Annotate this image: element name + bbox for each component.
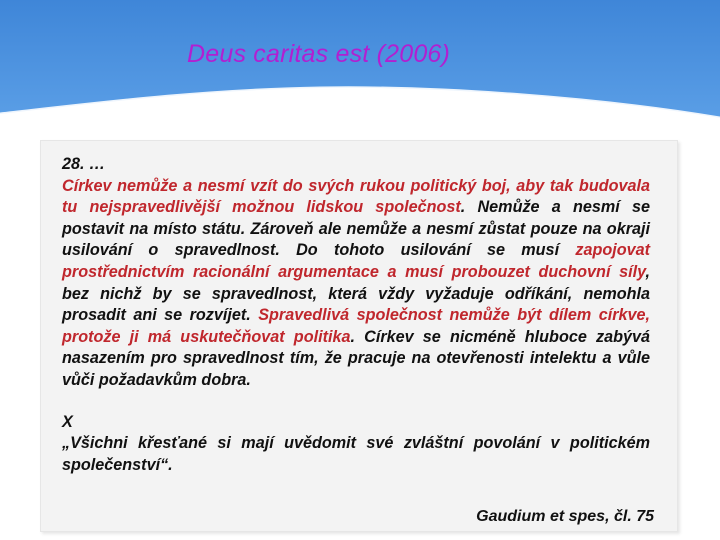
emphasis-just-society: Spravedlivá společnost nemůže být dílem církve, protože ji má uskutečňovat politika xyxy=(62,306,650,346)
emphasis-church-politics: Církev nemůže a nesmí vzít do svých rukou politický boj, aby tak budovala tu nejspravedlivější možnou lidskou společnost xyxy=(62,176,650,217)
quote-text xyxy=(62,154,650,476)
paragraph-2 xyxy=(62,412,650,477)
text-segment-2: . Nemůže a nesmí se postavit na místo státu. Zároveň ale nemůže a nesmí zůstat pouze na okraji usilování o spravedlnost. Do tohoto usilování se musí xyxy=(62,198,650,260)
text-segment-4: , bez nichž by se spravedlnost, která vždy vyžaduje odříkání, nemohla prosadit ani se rozvíjet. xyxy=(62,262,650,325)
text-segment-6: . Církev se nicméně hluboce zabývá nasazením pro spravedlnost tím, že pracuje na otevřenosti intelektu a vůle vůči požadavkům dobra. xyxy=(62,327,650,389)
emphasis-rational-argument: zapojovat prostřednictvím racionální argumentace a musí probouzet duchovní síly xyxy=(62,241,650,281)
source-citation: Gaudium et spes, čl. 75 xyxy=(476,508,654,525)
paragraph-1 xyxy=(62,154,650,392)
paragraph-1-heading: 28. … xyxy=(62,155,106,173)
paragraph-2-quote: „Všichni křesťané si mají uvědomit své zvláštní povolání v politickém společenství“. xyxy=(62,434,650,474)
slide-title: Deus caritas est (2006) xyxy=(187,40,451,68)
paragraph-2-marker: X xyxy=(62,412,73,431)
